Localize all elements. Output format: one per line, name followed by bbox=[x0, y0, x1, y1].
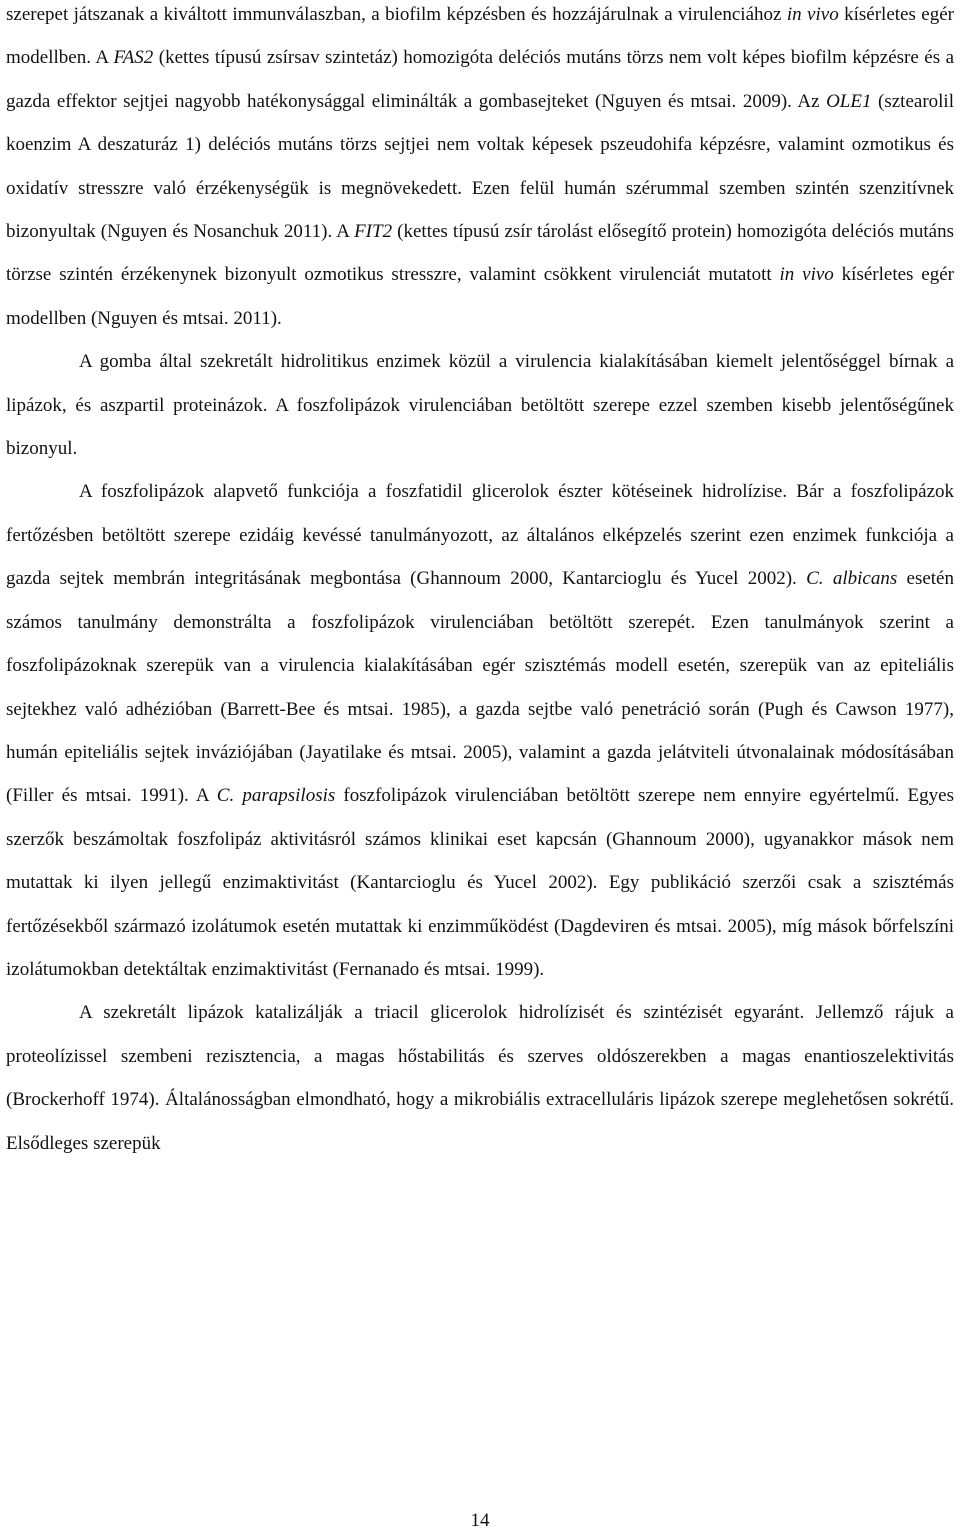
italic-term: OLE1 bbox=[826, 90, 872, 112]
text-run: A szekretált lipázok katalizálják a triacil glicerolok hidrolízisét és szintézisét egyaránt. Jellemző rájuk a proteolízissel szembeni rezisztencia, a magas hőstabilitás és szerves oldószerekben a magas enantioszelektivitás (Brockerhoff 1974). Általánosságban elmondható, hogy a mikrobiális extracelluláris lipázok szerepe meglehetősen sokrétű. Elsődleges szerepük bbox=[6, 1002, 954, 1154]
text-run: kísérletes egér modellben. A bbox=[6, 4, 954, 69]
text-run: foszfolipázok virulenciában betöltött szerepe nem ennyire egyértelmű. Egyes szerzők beszámoltak foszfolipáz aktivitásról számos klinikai eset kapcsán (Ghannoum 2000), ugyanakkor mások nem mutattak ki ilyen jellegű enzimaktivitást (Kantarcioglu és Yucel 2002). Egy publikáció szerzői csak a szisztémás fertőzésekből származó izolátumok esetén mutattak ki enzimműködést (Dagdeviren és mtsai. 2005), míg mások bőrfelszíni izolátumokban detektáltak enzimaktivitást (Fernanado és mtsai. 1999). bbox=[6, 785, 954, 980]
italic-term: FIT2 bbox=[354, 221, 393, 243]
text-run: A foszfolipázok alapvető funkciója a foszfatidil glicerolok észter kötéseinek hidrolízise. Bár a foszfolipázok fertőzésben betöltött szerepe ezidáig kevéssé tanulmányozott, az általános elképzelés szerint ezen enzimek funkciója a gazda sejtek membrán integritásának megbontása (Ghannoum 2000, Kantarcioglu és Yucel 2002). bbox=[6, 481, 954, 590]
text-run: esetén számos tanulmány demonstrálta a foszfolipázok virulenciában betöltött szerepét. Ezen tanulmányok szerint a foszfolipázoknak szerepük van a virulencia kialakításában egér szisztémás modell esetén, szerepük van az epiteliális sejtekhez való adhézióban (Barrett-Bee és mtsai. 1985), a gazda sejtbe való penetráció során (Pugh és Cawson 1977), humán epiteliális sejtek inváziójában (Jayatilake és mtsai. 2005), valamint a gazda jelátviteli útvonalainak módosításában (Filler és mtsai. 1991). A bbox=[6, 568, 954, 807]
text-run: (kettes típusú zsír tárolást elősegítő protein) homozigóta deléciós mutáns törzse szintén érzékenynek bizonyult ozmotikus stresszre, valamint csökkent virulenciát mutatott bbox=[6, 221, 954, 286]
text-run: szerepet játszanak a kiváltott immunválaszban, a biofilm képzésben és hozzájárulnak a virulenciához bbox=[6, 4, 787, 25]
text-run: A gomba által szekretált hidrolitikus enzimek közül a virulencia kialakításában kiemelt jelentőséggel bírnak a lipázok, és aszpartil proteinázok. A foszfolipázok virulenciában betöltött szerepe ezzel szemben kisebb jelentőségűnek bizonyul. bbox=[6, 351, 954, 460]
paragraph-1 bbox=[6, 0, 954, 340]
text-run: (kettes típusú zsírsav szintetáz) homozigóta deléciós mutáns törzs nem volt képes biofilm képzésre és a gazda effektor sejtjei nagyobb hatékonysággal eliminálták a gombasejteket (Nguyen és mtsai. 2009). Az bbox=[6, 47, 955, 112]
italic-term: C. parapsilosis bbox=[216, 785, 336, 807]
body-text bbox=[6, 0, 954, 1165]
paragraph-2 bbox=[6, 340, 954, 470]
italic-term: FAS2 bbox=[113, 47, 154, 69]
paragraph-4 bbox=[6, 991, 954, 1165]
italic-term: in vivo bbox=[779, 264, 834, 286]
paragraph-3 bbox=[6, 470, 954, 991]
italic-term: C. albicans bbox=[806, 568, 898, 590]
italic-term: in vivo bbox=[786, 4, 839, 25]
page-number: 14 bbox=[470, 1510, 490, 1531]
text-run: (sztearolil koenzim A deszaturáz 1) deléciós mutáns törzs sejtjei nem voltak képesek pszeudohifa képzésre, valamint ozmotikus és oxidatív stresszre való érzékenységük is megnövekedett. Ezen felül humán szérummal szemben szintén szenzitívnek bizonyultak (Nguyen és Nosanchuk 2011). A bbox=[6, 90, 954, 243]
text-run: kísérletes egér modellben (Nguyen és mtsai. 2011). bbox=[6, 264, 954, 329]
